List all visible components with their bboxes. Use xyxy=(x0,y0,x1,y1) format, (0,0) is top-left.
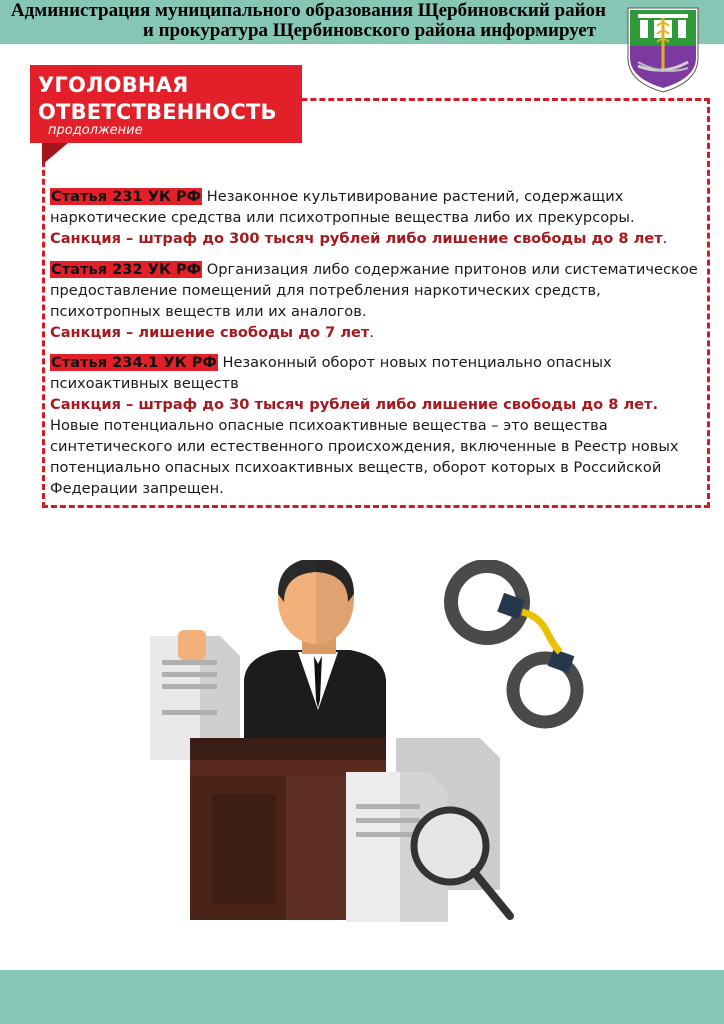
district-coat-of-arms-icon xyxy=(624,6,702,94)
header-title xyxy=(0,0,606,44)
article-note: Новые потенциально опасные психоактивные вещества – это вещества синтетического или естественного происхождения, включенные в Реестр новых потенциально опасных психоактивных веществ, оборот которых в Российской Федерации запрещен. xyxy=(50,417,679,497)
footer-band xyxy=(0,970,724,1024)
handcuffs-icon xyxy=(451,566,577,722)
article-text: Незаконное культивирование растений, содержащих наркотические средства или психотропные вещества либо их прекурсоры. xyxy=(50,188,635,226)
article-text: Незаконный оборот новых потенциально опасных психоактивных веществ xyxy=(50,354,612,392)
section-title: УГОЛОВНАЯ ОТВЕТСТВЕННОСТЬ xyxy=(38,73,277,124)
prosecutor-illustration xyxy=(150,560,600,930)
article-sanction-tail: . xyxy=(662,230,668,247)
header-line-1: Администрация муниципального образования Щербиновский район xyxy=(10,0,606,21)
article-232 xyxy=(50,259,710,343)
header-line-2: и прокуратура Щербиновского района информирует xyxy=(142,20,596,41)
section-title-box xyxy=(30,65,302,143)
article-text: Организация либо содержание притонов или систематическое предоставление помещений для потребления наркотических средств, психотропных веществ или их аналогов. xyxy=(50,261,698,320)
article-tag: Статья 232 УК РФ xyxy=(51,261,202,278)
article-234-1 xyxy=(50,352,710,499)
article-sanction: Санкция – лишение свободы до 7 лет xyxy=(50,324,370,341)
article-231 xyxy=(50,186,710,249)
article-sanction-tail: . xyxy=(369,324,375,341)
article-sanction: Санкция – штраф до 30 тысяч рублей либо лишение свободы до 8 лет. xyxy=(50,396,659,413)
section-subtitle: продолжение xyxy=(48,123,143,138)
article-tag: Статья 234.1 УК РФ xyxy=(51,354,217,371)
article-tag: Статья 231 УК РФ xyxy=(51,188,202,205)
article-sanction: Санкция – штраф до 300 тысяч рублей либо лишение свободы до 8 лет xyxy=(50,230,663,247)
title-ribbon-fold xyxy=(42,143,68,165)
